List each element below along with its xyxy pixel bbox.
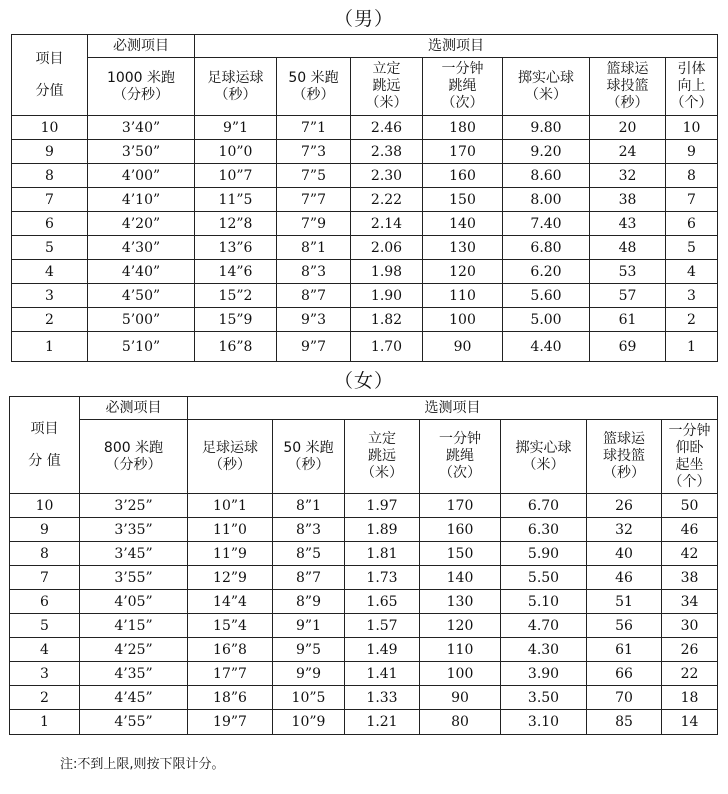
corner-header-cell	[12, 35, 88, 116]
column-header-line: 掷实心球	[518, 69, 574, 86]
value-cell: 3’40”	[88, 116, 195, 140]
value-cell: 120	[420, 614, 501, 638]
value-cell: 4.40	[503, 332, 590, 362]
value-cell: 38	[590, 188, 666, 212]
column-header-line: 球投篮	[606, 78, 649, 94]
value-cell: 8”1	[277, 236, 351, 260]
value-cell: 17”7	[188, 662, 273, 686]
value-cell: 16”8	[195, 332, 277, 362]
value-cell: 1.89	[345, 518, 420, 542]
value-cell: 42	[662, 542, 718, 566]
value-cell: 61	[590, 308, 666, 332]
value-cell: 3.10	[501, 710, 587, 735]
female-table-title: （女）	[333, 370, 394, 392]
value-cell: 15”4	[188, 614, 273, 638]
male-table-title: （男）	[333, 8, 394, 30]
value-cell: 9”9	[273, 662, 345, 686]
score-cell: 6	[10, 590, 80, 614]
value-cell: 130	[423, 236, 503, 260]
score-cell: 1	[12, 332, 88, 362]
value-cell: 51	[587, 590, 662, 614]
value-cell: 6.70	[501, 494, 587, 518]
value-cell: 4’50”	[88, 284, 195, 308]
value-cell: 150	[423, 188, 503, 212]
column-header-line: （分秒）	[113, 86, 169, 103]
score-cell: 7	[10, 566, 80, 590]
value-cell: 4’30”	[88, 236, 195, 260]
value-cell: 11”5	[195, 188, 277, 212]
value-cell: 80	[420, 710, 501, 735]
value-cell: 48	[590, 236, 666, 260]
column-header-line: 1000 米跑	[106, 69, 176, 86]
value-cell: 5’00”	[88, 308, 195, 332]
column-header-line: 足球运球	[207, 69, 264, 86]
value-cell: 18”6	[188, 686, 273, 710]
corner-header-cell	[10, 397, 80, 494]
value-cell: 3’45”	[80, 542, 188, 566]
value-cell: 8”7	[277, 284, 351, 308]
column-header-line: （分秒）	[105, 456, 162, 473]
value-cell: 7”1	[277, 116, 351, 140]
value-cell: 90	[423, 332, 503, 362]
value-cell: 50	[662, 494, 718, 518]
value-cell: 2.30	[351, 164, 423, 188]
column-header	[423, 58, 503, 116]
value-cell: 1.81	[345, 542, 420, 566]
column-header-line: 一分钟	[439, 431, 481, 447]
value-cell: 5’10”	[88, 332, 195, 362]
optional-items-header: 选测项目	[188, 397, 718, 420]
value-cell: 66	[587, 662, 662, 686]
column-header-line: 仰卧	[675, 439, 704, 456]
column-header-line: 掷实心球	[515, 439, 572, 456]
value-cell: 19”7	[188, 710, 273, 735]
column-header	[80, 420, 188, 494]
column-header-line: 一分钟	[668, 422, 711, 439]
table-row	[12, 260, 718, 284]
value-cell: 7”7	[277, 188, 351, 212]
column-header-line: （米）	[522, 456, 565, 473]
value-cell: 20	[590, 116, 666, 140]
score-cell: 5	[10, 614, 80, 638]
value-cell: 8.60	[503, 164, 590, 188]
value-cell: 170	[420, 494, 501, 518]
column-header	[351, 58, 423, 116]
value-cell: 5	[666, 236, 718, 260]
corner-label-item: 项目	[35, 51, 64, 67]
value-cell: 7”3	[277, 140, 351, 164]
table-row	[12, 212, 718, 236]
table-row	[12, 116, 718, 140]
column-header	[666, 58, 718, 116]
table-row	[10, 710, 718, 735]
value-cell: 15”9	[195, 308, 277, 332]
value-cell: 6.30	[501, 518, 587, 542]
value-cell: 90	[420, 686, 501, 710]
value-cell: 24	[590, 140, 666, 164]
column-header-line: 跳远	[372, 78, 401, 94]
score-cell: 2	[10, 686, 80, 710]
score-cell: 3	[12, 284, 88, 308]
value-cell: 1.82	[351, 308, 423, 332]
value-cell: 4’25”	[80, 638, 188, 662]
value-cell: 9”3	[277, 308, 351, 332]
column-header-line: 足球运球	[202, 439, 258, 456]
value-cell: 2.22	[351, 188, 423, 212]
score-cell: 5	[12, 236, 88, 260]
column-header	[590, 58, 666, 116]
value-cell: 12”8	[195, 212, 277, 236]
column-header-line: （米）	[361, 465, 403, 481]
value-cell: 11”0	[188, 518, 273, 542]
value-cell: 15”2	[195, 284, 277, 308]
value-cell: 10	[666, 116, 718, 140]
column-header-line: 球投篮	[603, 448, 645, 464]
value-cell: 8”1	[273, 494, 345, 518]
value-cell: 10”5	[273, 686, 345, 710]
value-cell: 4’05”	[80, 590, 188, 614]
score-cell: 8	[10, 542, 80, 566]
value-cell: 22	[662, 662, 718, 686]
value-cell: 160	[423, 164, 503, 188]
value-cell: 6	[666, 212, 718, 236]
value-cell: 8”9	[273, 590, 345, 614]
value-cell: 7	[666, 188, 718, 212]
column-header-line: （次）	[441, 95, 484, 111]
score-cell: 4	[12, 260, 88, 284]
column-header	[420, 420, 501, 494]
table-row	[10, 614, 718, 638]
value-cell: 85	[587, 710, 662, 735]
value-cell: 5.60	[503, 284, 590, 308]
table-row	[10, 518, 718, 542]
value-cell: 7”9	[277, 212, 351, 236]
value-cell: 110	[420, 638, 501, 662]
value-cell: 11”9	[188, 542, 273, 566]
value-cell: 1.57	[345, 614, 420, 638]
column-header-line: （次）	[439, 465, 481, 481]
value-cell: 130	[420, 590, 501, 614]
value-cell: 140	[423, 212, 503, 236]
value-cell: 10”9	[273, 710, 345, 735]
column-header-line: （秒）	[209, 456, 251, 473]
column-header	[503, 58, 590, 116]
value-cell: 5.10	[501, 590, 587, 614]
value-cell: 1.21	[345, 710, 420, 735]
value-cell: 13”6	[195, 236, 277, 260]
value-cell: 8”7	[273, 566, 345, 590]
required-items-header: 必测项目	[88, 35, 195, 58]
score-cell: 2	[12, 308, 88, 332]
column-header-line: （秒）	[603, 465, 645, 481]
value-cell: 4’35”	[80, 662, 188, 686]
value-cell: 30	[662, 614, 718, 638]
value-cell: 4.30	[501, 638, 587, 662]
value-cell: 1.90	[351, 284, 423, 308]
table-row	[10, 566, 718, 590]
table-row	[10, 494, 718, 518]
column-header	[587, 420, 662, 494]
value-cell: 56	[587, 614, 662, 638]
value-cell: 5.90	[501, 542, 587, 566]
value-cell: 6.20	[503, 260, 590, 284]
value-cell: 180	[423, 116, 503, 140]
value-cell: 6.80	[503, 236, 590, 260]
value-cell: 38	[662, 566, 718, 590]
value-cell: 9”7	[277, 332, 351, 362]
value-cell: 40	[587, 542, 662, 566]
header-group-row	[12, 35, 718, 58]
value-cell: 18	[662, 686, 718, 710]
value-cell: 7”5	[277, 164, 351, 188]
required-items-header: 必测项目	[80, 397, 188, 420]
value-cell: 32	[587, 518, 662, 542]
table-row	[12, 284, 718, 308]
value-cell: 2.06	[351, 236, 423, 260]
column-header-line: 立定	[372, 61, 401, 77]
column-header-line: 跳绳	[448, 78, 477, 94]
value-cell: 4’45”	[80, 686, 188, 710]
value-cell: 10”0	[195, 140, 277, 164]
value-cell: 3’25”	[80, 494, 188, 518]
value-cell: 10”1	[188, 494, 273, 518]
female-score-table	[9, 396, 718, 735]
value-cell: 9”5	[273, 638, 345, 662]
value-cell: 14”6	[195, 260, 277, 284]
value-cell: 1.97	[345, 494, 420, 518]
column-header-line: 向上	[677, 78, 706, 94]
column-header-line: 跳绳	[446, 448, 474, 464]
value-cell: 3.50	[501, 686, 587, 710]
column-header-line: 篮球运	[603, 431, 645, 447]
value-cell: 43	[590, 212, 666, 236]
table-row	[10, 542, 718, 566]
table-row	[12, 188, 718, 212]
value-cell: 9.20	[503, 140, 590, 164]
table-row	[10, 638, 718, 662]
corner-label-item: 项目	[30, 421, 59, 437]
table-row	[12, 236, 718, 260]
value-cell: 2	[666, 308, 718, 332]
value-cell: 8.00	[503, 188, 590, 212]
header-group-row	[10, 397, 718, 420]
value-cell: 1.49	[345, 638, 420, 662]
value-cell: 100	[420, 662, 501, 686]
value-cell: 4’15”	[80, 614, 188, 638]
column-header	[662, 420, 718, 494]
column-header	[277, 58, 351, 116]
score-cell: 10	[12, 116, 88, 140]
score-cell: 1	[10, 710, 80, 735]
column-header-row	[12, 58, 718, 116]
table-row	[12, 332, 718, 362]
column-header-line: 引体	[677, 61, 706, 77]
value-cell: 8”3	[273, 518, 345, 542]
value-cell: 1.73	[345, 566, 420, 590]
value-cell: 4.70	[501, 614, 587, 638]
value-cell: 100	[423, 308, 503, 332]
corner-label-score: 分值	[35, 83, 64, 99]
column-header-line: 篮球运	[606, 61, 649, 77]
footnote: 注:不到上限,则按下限计分。	[60, 757, 225, 772]
table-row	[12, 308, 718, 332]
column-header-row	[10, 420, 718, 494]
value-cell: 3.90	[501, 662, 587, 686]
value-cell: 32	[590, 164, 666, 188]
optional-items-header: 选测项目	[195, 35, 718, 58]
column-header	[195, 58, 277, 116]
value-cell: 9”1	[195, 116, 277, 140]
value-cell: 8”3	[277, 260, 351, 284]
column-header	[88, 58, 195, 116]
value-cell: 4	[666, 260, 718, 284]
value-cell: 10”7	[195, 164, 277, 188]
value-cell: 4’55”	[80, 710, 188, 735]
value-cell: 9.80	[503, 116, 590, 140]
column-header-line: 起坐	[675, 456, 704, 473]
table-row	[12, 164, 718, 188]
column-header-line: 800 米跑	[103, 439, 164, 456]
value-cell: 160	[420, 518, 501, 542]
value-cell: 46	[587, 566, 662, 590]
score-cell: 4	[10, 638, 80, 662]
table-row	[10, 662, 718, 686]
value-cell: 70	[587, 686, 662, 710]
value-cell: 3’50”	[88, 140, 195, 164]
value-cell: 3’55”	[80, 566, 188, 590]
value-cell: 140	[420, 566, 501, 590]
value-cell: 1	[666, 332, 718, 362]
value-cell: 26	[587, 494, 662, 518]
column-header-line: 跳远	[368, 448, 396, 464]
value-cell: 150	[420, 542, 501, 566]
table-row	[12, 140, 718, 164]
value-cell: 3’35”	[80, 518, 188, 542]
value-cell: 2.14	[351, 212, 423, 236]
value-cell: 1.65	[345, 590, 420, 614]
column-header-line: （秒）	[287, 456, 330, 473]
value-cell: 5.00	[503, 308, 590, 332]
column-header	[345, 420, 420, 494]
value-cell: 12”9	[188, 566, 273, 590]
value-cell: 110	[423, 284, 503, 308]
score-cell: 9	[10, 518, 80, 542]
value-cell: 4’00”	[88, 164, 195, 188]
table-row	[10, 686, 718, 710]
column-header-line: （秒）	[292, 86, 335, 103]
column-header-line: （个）	[668, 473, 711, 490]
column-header	[501, 420, 587, 494]
value-cell: 8”5	[273, 542, 345, 566]
value-cell: 14	[662, 710, 718, 735]
value-cell: 5.50	[501, 566, 587, 590]
column-header-line: （秒）	[214, 86, 257, 103]
column-header	[188, 420, 273, 494]
column-header-line: 50 米跑	[283, 439, 334, 456]
male-score-table	[11, 34, 718, 362]
column-header	[273, 420, 345, 494]
column-header-line: 50 米跑	[288, 69, 339, 86]
value-cell: 57	[590, 284, 666, 308]
value-cell: 4’20”	[88, 212, 195, 236]
score-cell: 7	[12, 188, 88, 212]
column-header-line: 一分钟	[441, 61, 484, 77]
value-cell: 2.46	[351, 116, 423, 140]
value-cell: 8	[666, 164, 718, 188]
table-row	[10, 590, 718, 614]
value-cell: 46	[662, 518, 718, 542]
corner-label-score: 分 值	[28, 453, 61, 469]
score-cell: 8	[12, 164, 88, 188]
value-cell: 1.70	[351, 332, 423, 362]
column-header-line: （米）	[525, 86, 567, 103]
value-cell: 61	[587, 638, 662, 662]
value-cell: 2.38	[351, 140, 423, 164]
value-cell: 26	[662, 638, 718, 662]
value-cell: 3	[666, 284, 718, 308]
score-cell: 3	[10, 662, 80, 686]
value-cell: 1.41	[345, 662, 420, 686]
value-cell: 9	[666, 140, 718, 164]
column-header-line: 立定	[368, 431, 396, 447]
value-cell: 7.40	[503, 212, 590, 236]
value-cell: 4’40”	[88, 260, 195, 284]
value-cell: 16”8	[188, 638, 273, 662]
value-cell: 4’10”	[88, 188, 195, 212]
score-cell: 9	[12, 140, 88, 164]
value-cell: 120	[423, 260, 503, 284]
value-cell: 53	[590, 260, 666, 284]
value-cell: 170	[423, 140, 503, 164]
value-cell: 34	[662, 590, 718, 614]
value-cell: 14”4	[188, 590, 273, 614]
score-cell: 6	[12, 212, 88, 236]
value-cell: 1.33	[345, 686, 420, 710]
column-header-line: （米）	[365, 95, 408, 111]
value-cell: 1.98	[351, 260, 423, 284]
value-cell: 69	[590, 332, 666, 362]
score-cell: 10	[10, 494, 80, 518]
column-header-line: （个）	[670, 95, 713, 111]
value-cell: 9”1	[273, 614, 345, 638]
column-header-line: （秒）	[606, 95, 649, 111]
